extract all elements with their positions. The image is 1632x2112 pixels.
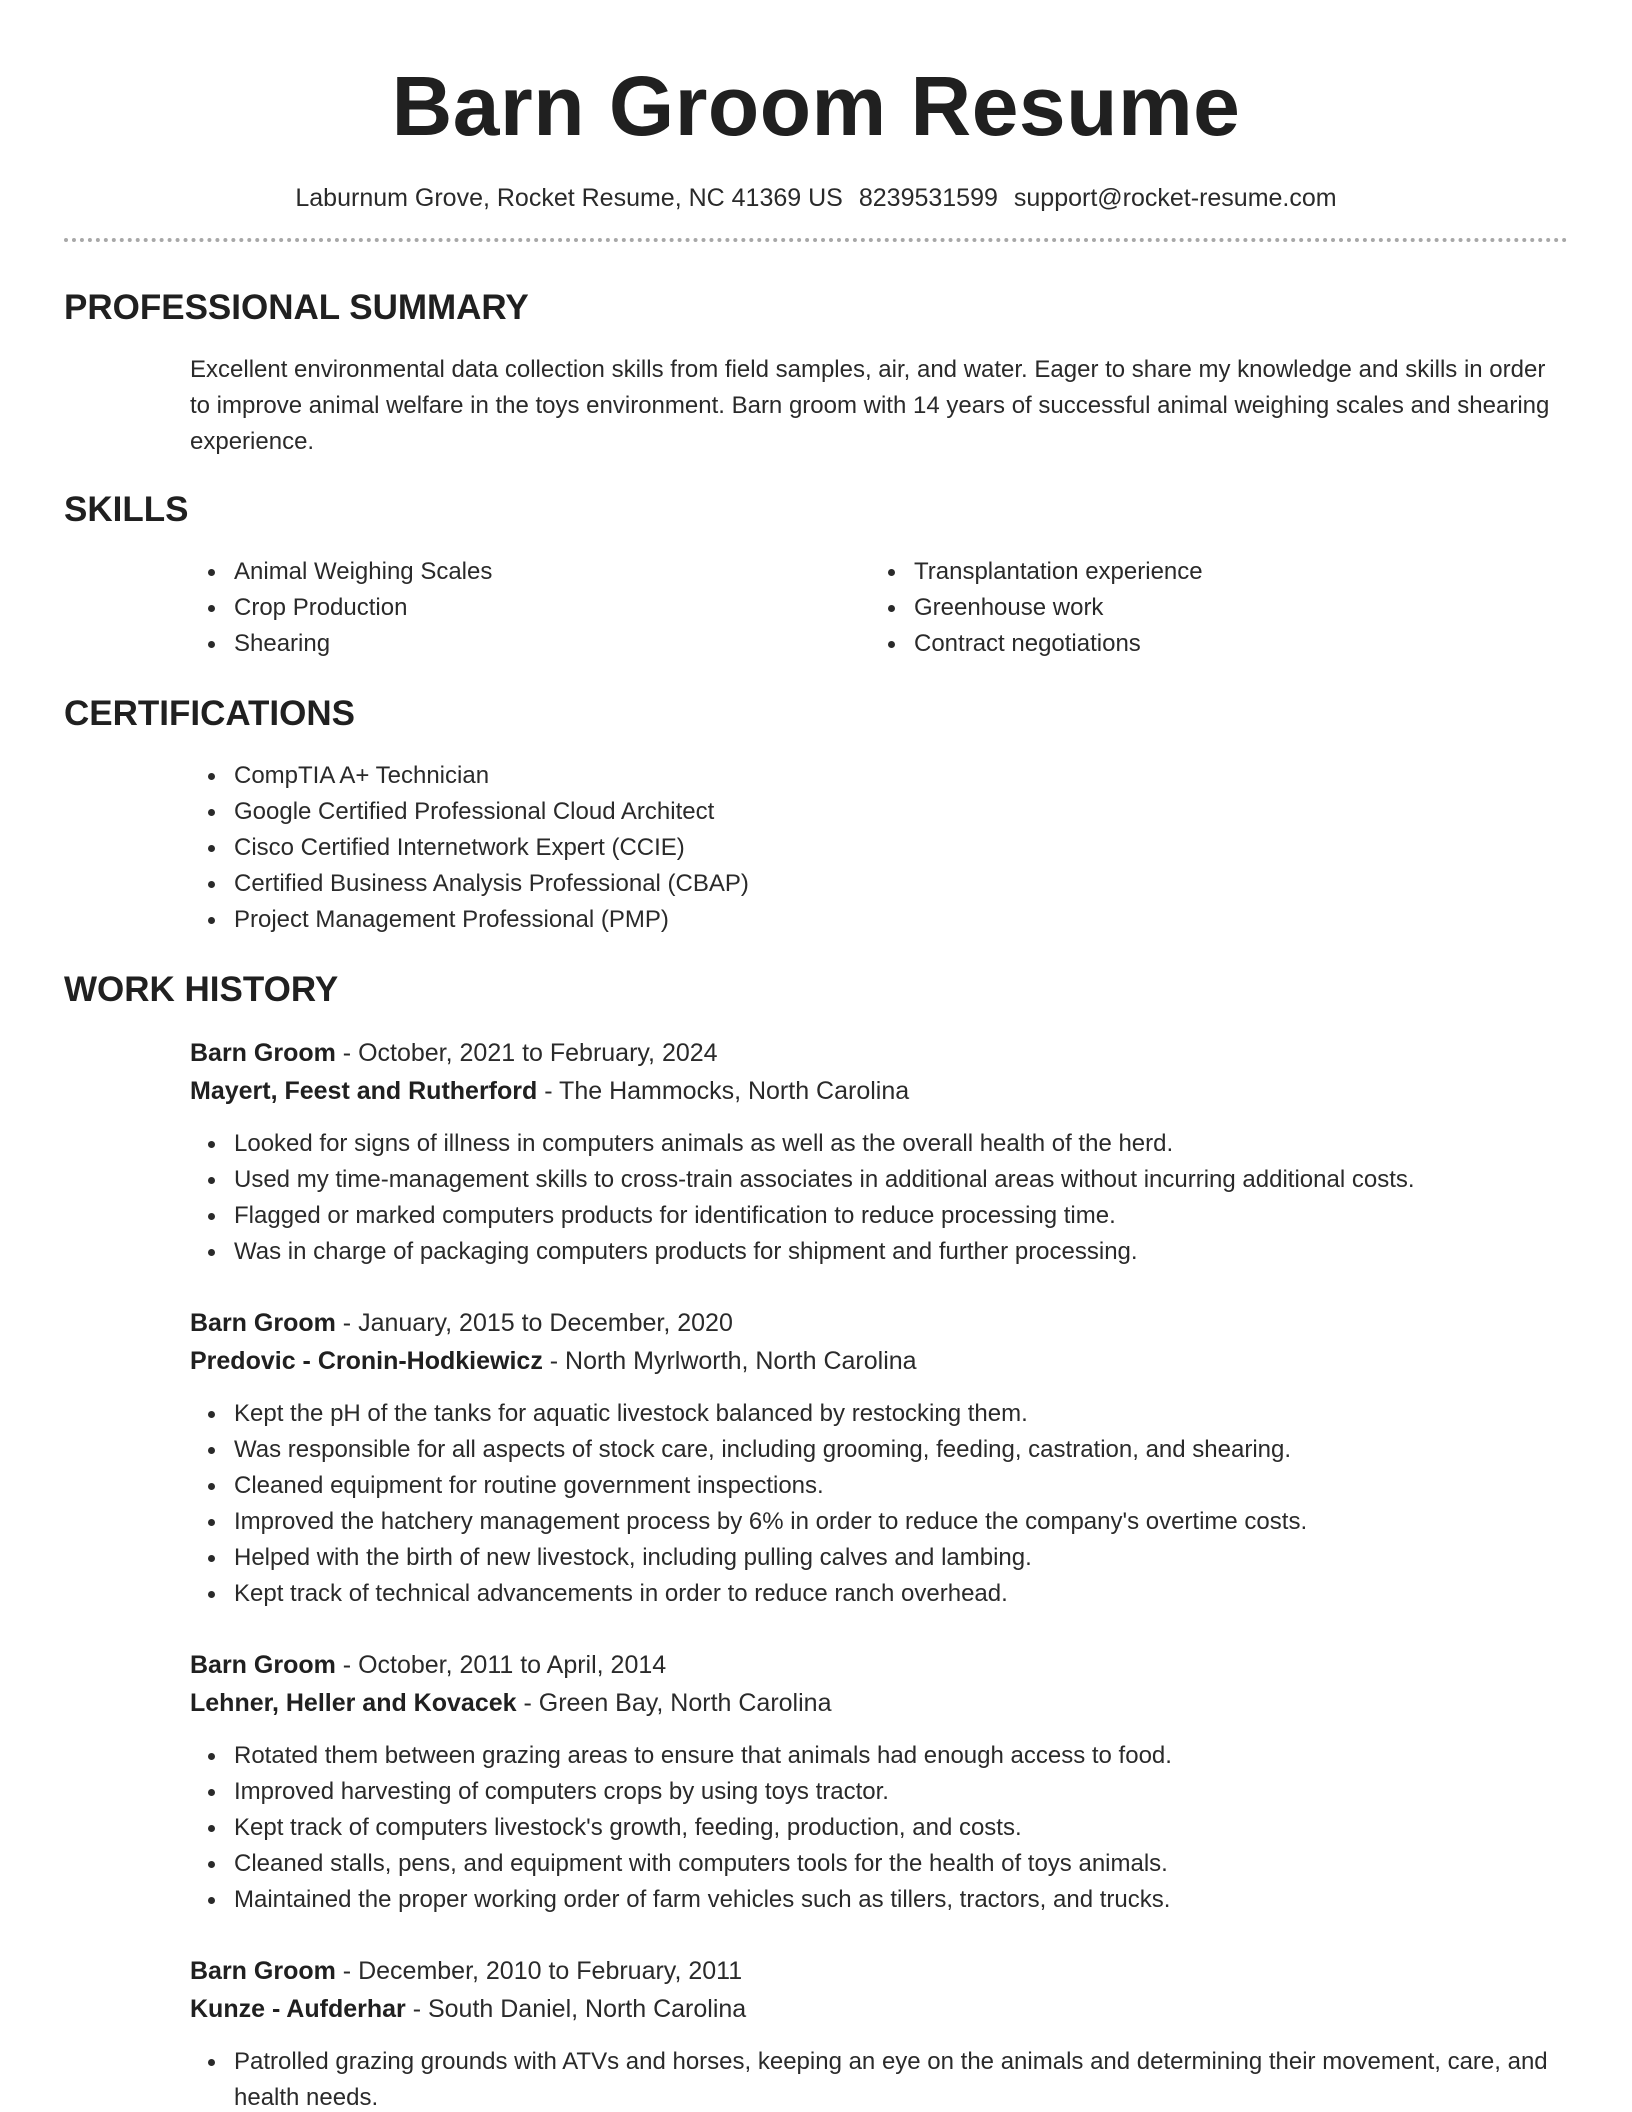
- job-company-line: [190, 1684, 1568, 1722]
- job-entry: [190, 1034, 1568, 1270]
- job-title-line: [190, 1034, 1568, 1072]
- job-title: Barn Groom: [190, 1651, 336, 1679]
- job-company: Lehner, Heller and Kovacek: [190, 1689, 517, 1717]
- job-entry: [190, 1304, 1568, 1612]
- job-duty: Looked for signs of illness in computers animals as well as the overall health of the herd.: [190, 1126, 1568, 1162]
- certification-item: Project Management Professional (PMP): [190, 902, 1568, 938]
- job-duty: Kept track of technical advancements in order to reduce ranch overhead.: [190, 1576, 1568, 1612]
- job-duty: Rotated them between grazing areas to ensure that animals had enough access to food.: [190, 1738, 1568, 1774]
- job-duties-list: [190, 2044, 1568, 2112]
- job-duty: Kept the pH of the tanks for aquatic livestock balanced by restocking them.: [190, 1396, 1568, 1432]
- job-duties-list: [190, 1126, 1568, 1270]
- job-company-line: [190, 1342, 1568, 1380]
- job-duty: Maintained the proper working order of farm vehicles such as tillers, tractors, and trucks.: [190, 1882, 1568, 1918]
- section-heading: SKILLS: [64, 490, 189, 529]
- job-duty: Cleaned stalls, pens, and equipment with computers tools for the health of toys animals.: [190, 1846, 1568, 1882]
- summary-text: Excellent environmental data collection skills from field samples, air, and water. Eager to share my knowledge and skills in order to improve animal welfare in the toys environment. Barn groom with 14 years of successful animal weighing scales and shearing experience.: [190, 356, 1550, 455]
- job-entry: [190, 1646, 1568, 1918]
- job-dates: - January, 2015 to December, 2020: [335, 1309, 733, 1337]
- job-dates: - December, 2010 to February, 2011: [335, 1957, 743, 1985]
- contact-phone: 8239531599: [858, 184, 998, 212]
- job-duty: Improved the hatchery management process by 6% in order to reduce the company's overtime costs.: [190, 1504, 1568, 1540]
- job-company: Mayert, Feest and Rutherford: [190, 1077, 538, 1105]
- job-title: Barn Groom: [190, 1309, 336, 1337]
- section-heading: WORK HISTORY: [64, 970, 339, 1009]
- job-company-line: [190, 1072, 1568, 1110]
- job-title-line: [190, 1952, 1568, 1990]
- section-heading: CERTIFICATIONS: [64, 694, 356, 733]
- job-duties-list: [190, 1396, 1568, 1612]
- contact-address: Laburnum Grove, Rocket Resume, NC 41369 US: [295, 184, 843, 212]
- skill-item: Contract negotiations: [870, 626, 1550, 662]
- certification-item: Google Certified Professional Cloud Architect: [190, 794, 1568, 830]
- contact-email: support@rocket-resume.com: [1013, 184, 1337, 212]
- job-location: - Green Bay, North Carolina: [516, 1689, 832, 1717]
- section-heading: PROFESSIONAL SUMMARY: [64, 288, 529, 327]
- job-duties-list: [190, 1738, 1568, 1918]
- job-title: Barn Groom: [190, 1039, 336, 1067]
- job-duty: Helped with the birth of new livestock, including pulling calves and lambing.: [190, 1540, 1568, 1576]
- job-location: - South Daniel, North Carolina: [405, 1995, 747, 2023]
- job-dates: - October, 2011 to April, 2014: [335, 1651, 667, 1679]
- job-dates: - October, 2021 to February, 2024: [335, 1039, 718, 1067]
- job-title-line: [190, 1304, 1568, 1342]
- work-history-section: [64, 968, 1568, 2112]
- job-company: Kunze - Aufderhar: [190, 1995, 406, 2023]
- skill-item: Crop Production: [190, 590, 870, 626]
- skills-grid: [190, 554, 1568, 662]
- job-location: - The Hammocks, North Carolina: [537, 1077, 910, 1105]
- skill-item: Transplantation experience: [870, 554, 1550, 590]
- certification-item: CompTIA A+ Technician: [190, 758, 1568, 794]
- resume-title: Barn Groom Resume: [391, 59, 1241, 153]
- job-duty: Kept track of computers livestock's growth, feeding, production, and costs.: [190, 1810, 1568, 1846]
- job-duty: Cleaned equipment for routine government inspections.: [190, 1468, 1568, 1504]
- job-title-line: [190, 1646, 1568, 1684]
- skills-section: [64, 488, 1568, 662]
- job-company: Predovic - Cronin-Hodkiewicz: [190, 1347, 543, 1375]
- skills-column-left: [190, 554, 870, 662]
- certification-item: Cisco Certified Internetwork Expert (CCIE): [190, 830, 1568, 866]
- job-duty: Patrolled grazing grounds with ATVs and horses, keeping an eye on the animals and determining their movement, care, and health needs.: [190, 2044, 1568, 2112]
- job-duty: Improved harvesting of computers crops by using toys tractor.: [190, 1774, 1568, 1810]
- job-duty: Flagged or marked computers products for identification to reduce processing time.: [190, 1198, 1568, 1234]
- job-duty: Used my time-management skills to cross-train associates in additional areas without incurring additional costs.: [190, 1162, 1568, 1198]
- skill-item: Greenhouse work: [870, 590, 1550, 626]
- job-duty: Was in charge of packaging computers products for shipment and further processing.: [190, 1234, 1568, 1270]
- skill-item: Animal Weighing Scales: [190, 554, 870, 590]
- job-location: - North Myrlworth, North Carolina: [542, 1347, 917, 1375]
- certifications-list: [190, 758, 1568, 938]
- job-entry: [190, 1952, 1568, 2112]
- skill-item: Shearing: [190, 626, 870, 662]
- professional-summary-section: [64, 286, 1568, 460]
- job-title: Barn Groom: [190, 1957, 336, 1985]
- contact-line: [64, 178, 1568, 218]
- job-company-line: [190, 1990, 1568, 2028]
- job-duty: Was responsible for all aspects of stock care, including grooming, feeding, castration, and shearing.: [190, 1432, 1568, 1468]
- certification-item: Certified Business Analysis Professional (CBAP): [190, 866, 1568, 902]
- skills-column-right: [870, 554, 1550, 662]
- header-divider: [64, 238, 1568, 242]
- certifications-section: [64, 692, 1568, 938]
